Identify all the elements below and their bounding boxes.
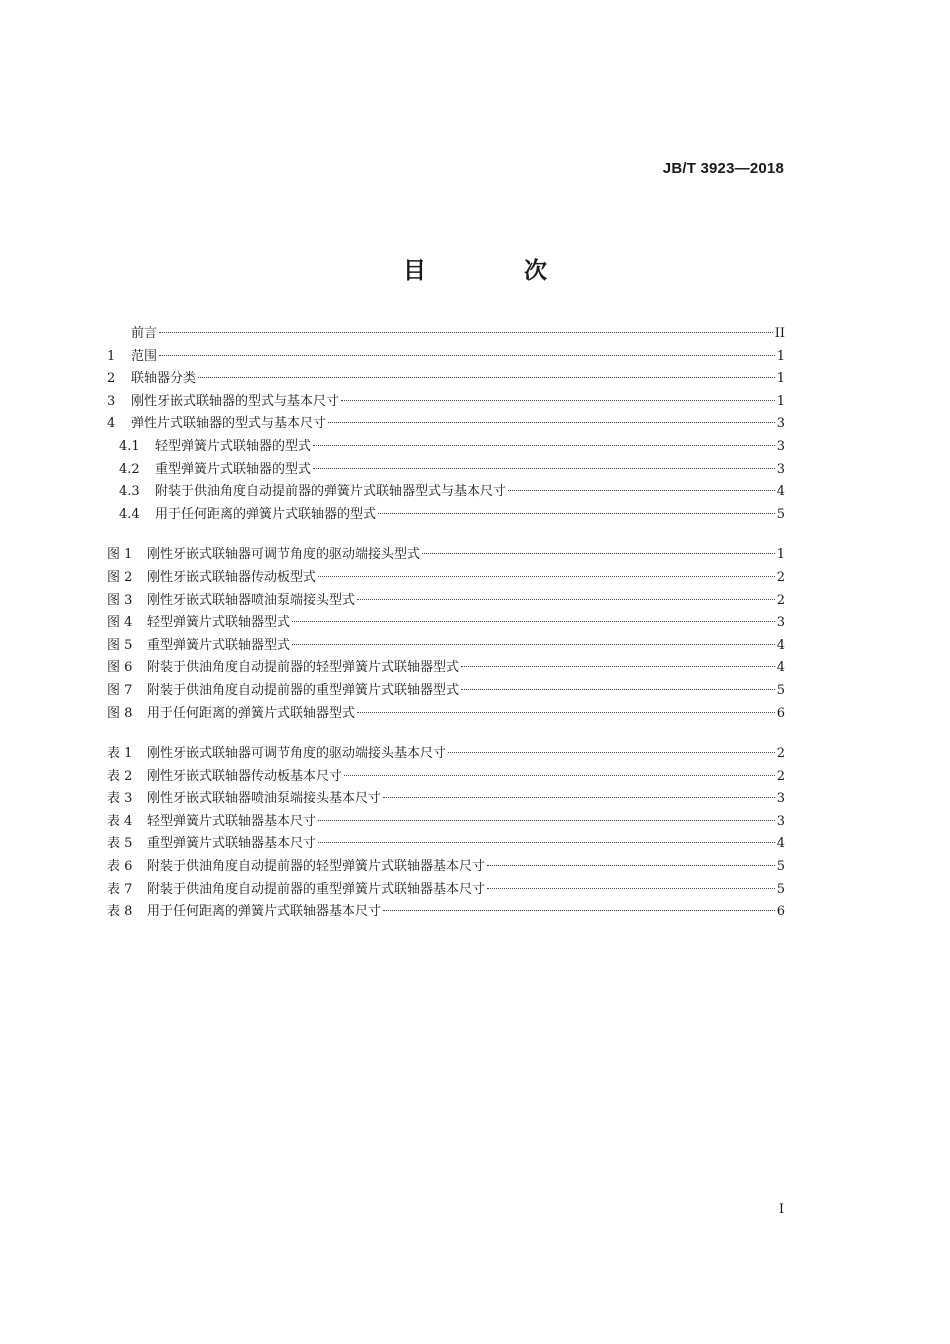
toc-entry-page: 2 <box>776 768 785 784</box>
toc-entry-page: 4 <box>776 484 785 500</box>
dot-leader <box>318 842 775 843</box>
dot-leader <box>461 666 775 667</box>
dot-leader <box>318 576 775 577</box>
dot-leader <box>487 865 775 866</box>
toc-entry-number: 图 2 <box>107 569 133 585</box>
toc-entry-page: 2 <box>776 746 785 762</box>
dot-leader <box>487 888 775 889</box>
toc-tables <box>107 743 785 924</box>
dot-leader <box>378 513 775 514</box>
toc-entry-page: 3 <box>776 791 785 807</box>
toc-entry-label: 刚性牙嵌式联轴器传动板基本尺寸 <box>147 768 343 784</box>
toc-entry-label: 附装于供油角度自动提前器的弹簧片式联轴器型式与基本尺寸 <box>155 484 507 500</box>
toc-entry-page: 1 <box>776 547 785 563</box>
toc-entry-page: 6 <box>776 705 785 721</box>
toc-section-row[interactable] <box>107 504 785 527</box>
toc-entry-label: 用于任何距离的弹簧片式联轴器基本尺寸 <box>147 904 382 920</box>
toc-entry-label: 附装于供油角度自动提前器的轻型弹簧片式联轴器基本尺寸 <box>147 859 486 875</box>
table-of-contents <box>107 323 785 942</box>
toc-entry-label: 刚性牙嵌式联轴器可调节角度的驱动端接头基本尺寸 <box>147 746 447 762</box>
toc-entry-number: 图 3 <box>107 592 133 608</box>
page-number: I <box>778 1202 784 1217</box>
toc-section-row[interactable] <box>107 459 785 482</box>
toc-entry-page: 5 <box>776 506 785 522</box>
toc-entry-page: 3 <box>776 813 785 829</box>
toc-entry-number: 4 <box>107 416 116 432</box>
toc-figure-row[interactable] <box>107 635 785 658</box>
toc-entry-label: 联轴器分类 <box>131 371 197 387</box>
toc-figure-row[interactable] <box>107 703 785 726</box>
toc-entry-page: 1 <box>776 371 785 387</box>
toc-entry-page: 2 <box>776 592 785 608</box>
toc-entry-label: 用于任何距离的弹簧片式联轴器型式 <box>147 705 356 721</box>
dot-leader <box>198 377 775 378</box>
dot-leader <box>313 445 775 446</box>
toc-table-row[interactable] <box>107 901 785 924</box>
toc-entry-label: 轻型弹簧片式联轴器型式 <box>147 615 291 631</box>
toc-entry-label: 附装于供油角度自动提前器的重型弹簧片式联轴器基本尺寸 <box>147 881 486 897</box>
dot-leader <box>357 599 775 600</box>
dot-leader <box>448 752 775 753</box>
toc-figure-row[interactable] <box>107 680 785 703</box>
dot-leader <box>292 644 775 645</box>
toc-entry-number: 表 8 <box>107 904 133 920</box>
toc-entry-page: II <box>774 326 785 341</box>
toc-entry-label: 轻型弹簧片式联轴器的型式 <box>155 438 312 454</box>
toc-table-row[interactable] <box>107 833 785 856</box>
toc-entry-page: 3 <box>776 461 785 477</box>
toc-entry-number: 4.1 <box>119 438 140 454</box>
toc-table-row[interactable] <box>107 811 785 834</box>
toc-entry-number: 1 <box>107 348 116 364</box>
dot-leader <box>318 820 775 821</box>
dot-leader <box>357 712 775 713</box>
toc-entry-number: 表 6 <box>107 859 133 875</box>
toc-entry-label: 重型弹簧片式联轴器的型式 <box>155 461 312 477</box>
toc-entry-page: 2 <box>776 569 785 585</box>
toc-entry-number: 图 7 <box>107 682 133 698</box>
toc-entry-page: 3 <box>776 615 785 631</box>
toc-entry-number: 4.4 <box>119 506 140 522</box>
dot-leader <box>341 400 775 401</box>
toc-entry-page: 5 <box>776 881 785 897</box>
toc-entry-number: 4.3 <box>119 484 140 500</box>
toc-entry-number: 表 4 <box>107 813 133 829</box>
toc-figure-row[interactable] <box>107 544 785 567</box>
toc-entry-label: 刚性牙嵌式联轴器喷油泵端接头型式 <box>147 592 356 608</box>
toc-entry-number: 表 2 <box>107 768 133 784</box>
toc-entry-label: 弹性片式联轴器的型式与基本尺寸 <box>131 416 327 432</box>
dot-leader <box>422 553 775 554</box>
toc-entry-number: 表 3 <box>107 791 133 807</box>
dot-leader <box>328 422 775 423</box>
toc-entry-label: 刚性牙嵌式联轴器喷油泵端接头基本尺寸 <box>147 791 382 807</box>
toc-entry-number: 图 1 <box>107 547 133 563</box>
toc-entry-label: 轻型弹簧片式联轴器基本尺寸 <box>147 813 317 829</box>
toc-entry-label: 刚性牙嵌式联轴器可调节角度的驱动端接头型式 <box>147 547 421 563</box>
toc-figures <box>107 544 785 725</box>
toc-figure-row[interactable] <box>107 567 785 590</box>
toc-table-row[interactable] <box>107 788 785 811</box>
toc-entry-label: 刚性牙嵌式联轴器的型式与基本尺寸 <box>131 393 340 409</box>
dot-leader <box>313 468 775 469</box>
toc-sections <box>107 323 785 526</box>
toc-table-row[interactable] <box>107 766 785 789</box>
toc-table-row[interactable] <box>107 879 785 902</box>
toc-entry-number: 图 8 <box>107 705 133 721</box>
toc-section-row[interactable] <box>107 346 785 369</box>
toc-section-row[interactable] <box>107 391 785 414</box>
toc-figure-row[interactable] <box>107 612 785 635</box>
dot-leader <box>292 621 775 622</box>
toc-entry-number: 图 6 <box>107 660 133 676</box>
toc-entry-page: 4 <box>776 660 785 676</box>
standard-code: JB/T 3923—2018 <box>662 160 784 177</box>
toc-section-row[interactable] <box>107 368 785 391</box>
toc-section-row[interactable] <box>107 481 785 504</box>
toc-entry-label: 范围 <box>131 348 158 364</box>
toc-entry-label: 附装于供油角度自动提前器的轻型弹簧片式联轴器型式 <box>147 660 460 676</box>
toc-entry-label: 前言 <box>131 326 158 341</box>
dot-leader <box>461 689 775 690</box>
toc-section-row[interactable] <box>107 413 785 436</box>
toc-entry-number: 4.2 <box>119 461 140 477</box>
toc-entry-number: 3 <box>107 393 116 409</box>
page-title: 目 次 <box>402 258 592 284</box>
toc-section-row[interactable] <box>107 323 785 346</box>
toc-entry-page: 3 <box>776 438 785 454</box>
dot-leader <box>508 490 775 491</box>
toc-entry-label: 用于任何距离的弹簧片式联轴器的型式 <box>155 506 377 522</box>
dot-leader <box>159 332 773 333</box>
toc-figure-row[interactable] <box>107 590 785 613</box>
toc-entry-page: 5 <box>776 859 785 875</box>
dot-leader <box>344 775 775 776</box>
toc-entry-number: 2 <box>107 371 116 387</box>
toc-entry-page: 6 <box>776 904 785 920</box>
toc-entry-number: 表 7 <box>107 881 133 897</box>
toc-entry-page: 3 <box>776 416 785 432</box>
toc-figure-row[interactable] <box>107 657 785 680</box>
toc-entry-label: 重型弹簧片式联轴器基本尺寸 <box>147 836 317 852</box>
toc-table-row[interactable] <box>107 856 785 879</box>
toc-entry-page: 4 <box>776 836 785 852</box>
toc-entry-page: 1 <box>776 348 785 364</box>
toc-entry-number: 图 5 <box>107 637 133 653</box>
toc-section-row[interactable] <box>107 436 785 459</box>
toc-entry-label: 重型弹簧片式联轴器型式 <box>147 637 291 653</box>
toc-entry-page: 5 <box>776 682 785 698</box>
toc-table-row[interactable] <box>107 743 785 766</box>
toc-entry-number: 表 5 <box>107 836 133 852</box>
toc-entry-page: 4 <box>776 637 785 653</box>
toc-entry-label: 附装于供油角度自动提前器的重型弹簧片式联轴器型式 <box>147 682 460 698</box>
dot-leader <box>159 355 775 356</box>
toc-entry-number: 表 1 <box>107 746 133 762</box>
toc-entry-page: 1 <box>776 393 785 409</box>
dot-leader <box>383 910 775 911</box>
toc-entry-number: 图 4 <box>107 615 133 631</box>
toc-entry-label: 刚性牙嵌式联轴器传动板型式 <box>147 569 317 585</box>
dot-leader <box>383 797 775 798</box>
